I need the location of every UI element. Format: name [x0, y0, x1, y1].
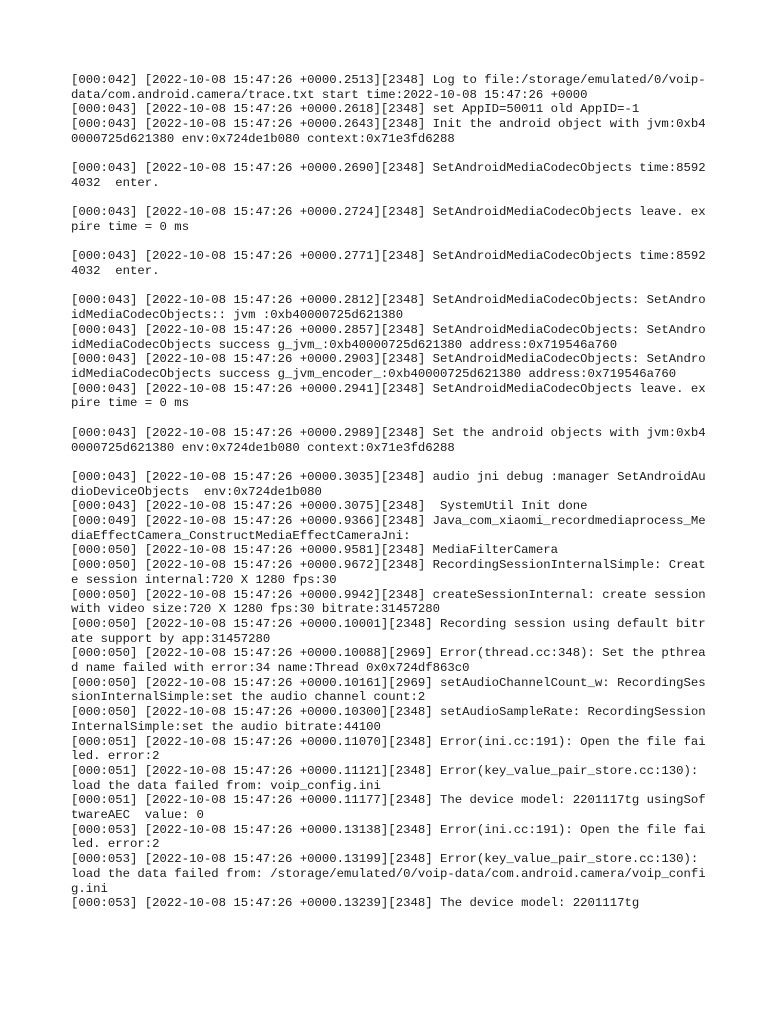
log-entry: [000:051] [2022-10-08 15:47:26 +0000.11121][2348] Error(key_value_pair_store.cc:130): load the data failed from: voip_config.ini	[71, 763, 706, 793]
log-entry: [000:043] [2022-10-08 15:47:26 +0000.2857][2348] SetAndroidMediaCodecObjects: SetAndroidMediaCodecObjects success g_jvm_:0xb40000725d621380 address:0x719546a760	[71, 322, 706, 352]
log-entry: [000:043] [2022-10-08 15:47:26 +0000.2690][2348] SetAndroidMediaCodecObjects time:85924032 enter.	[71, 161, 706, 190]
log-entry: [000:050] [2022-10-08 15:47:26 +0000.10001][2348] Recording session using default bitrate support by app:31457280	[71, 616, 706, 646]
log-document	[71, 73, 714, 911]
log-entry: [000:051] [2022-10-08 15:47:26 +0000.11070][2348] Error(ini.cc:191): Open the file failed. error:2	[71, 734, 706, 764]
log-entry: [000:043] [2022-10-08 15:47:26 +0000.2903][2348] SetAndroidMediaCodecObjects: SetAndroidMediaCodecObjects success g_jvm_encoder_:0xb40000725d621380 address:0x719546a760	[71, 352, 706, 381]
log-entry: [000:051] [2022-10-08 15:47:26 +0000.11177][2348] The device model: 2201117tg usingSoftwareAEC value: 0	[71, 793, 706, 823]
log-entry: [000:043] [2022-10-08 15:47:26 +0000.3075][2348] SystemUtil Init done	[71, 499, 588, 514]
log-entry: [000:053] [2022-10-08 15:47:26 +0000.13239][2348] The device model: 2201117tg	[71, 896, 640, 911]
log-entry: [000:050] [2022-10-08 15:47:26 +0000.9672][2348] RecordingSessionInternalSimple: Create session internal:720 X 1280 fps:30	[71, 558, 706, 587]
log-entry: [000:050] [2022-10-08 15:47:26 +0000.10300][2348] setAudioSampleRate: RecordingSessionInternalSimple:set the audio bitrate:44100	[71, 705, 706, 734]
log-entry: [000:049] [2022-10-08 15:47:26 +0000.9366][2348] Java_com_xiaomi_recordmediaprocess_MediaEffectCamera_ConstructMediaEffectCameraJni:	[71, 514, 706, 543]
log-entry: [000:043] [2022-10-08 15:47:26 +0000.2812][2348] SetAndroidMediaCodecObjects: SetAndroidMediaCodecObjects:: jvm :0xb40000725d621380	[71, 293, 706, 323]
log-entry: [000:050] [2022-10-08 15:47:26 +0000.9942][2348] createSessionInternal: create session with video size:720 X 1280 fps:30 bitrate:31457280	[71, 587, 714, 617]
log-entry: [000:043] [2022-10-08 15:47:26 +0000.2618][2348] set AppID=50011 old AppID=-1	[71, 102, 640, 117]
log-entry: [000:053] [2022-10-08 15:47:26 +0000.13138][2348] Error(ini.cc:191): Open the file failed. error:2	[71, 822, 706, 852]
log-entry: [000:042] [2022-10-08 15:47:26 +0000.2513][2348] Log to file:/storage/emulated/0/voip-data/com.android.camera/trace.txt start time:2022-10-08 15:47:26 +0000	[71, 73, 706, 102]
log-entry: [000:050] [2022-10-08 15:47:26 +0000.10161][2969] setAudioChannelCount_w: RecordingSessionInternalSimple:set the audio channel count:2	[71, 675, 706, 705]
log-entry: [000:050] [2022-10-08 15:47:26 +0000.10088][2969] Error(thread.cc:348): Set the pthread name failed with error:34 name:Thread 0x0x724df863c0	[71, 646, 706, 676]
log-entry: [000:043] [2022-10-08 15:47:26 +0000.2941][2348] SetAndroidMediaCodecObjects leave. expire time = 0 ms	[71, 381, 706, 411]
log-entry: [000:043] [2022-10-08 15:47:26 +0000.2643][2348] Init the android object with jvm:0xb40000725d621380 env:0x724de1b080 context:0x71e3fd6288	[71, 117, 706, 146]
log-entry: [000:050] [2022-10-08 15:47:26 +0000.9581][2348] MediaFilterCamera	[71, 543, 559, 558]
log-entry: [000:043] [2022-10-08 15:47:26 +0000.2771][2348] SetAndroidMediaCodecObjects time:85924032 enter.	[71, 249, 706, 279]
log-entry: [000:053] [2022-10-08 15:47:26 +0000.13199][2348] Error(key_value_pair_store.cc:130): load the data failed from: /storage/emulated/0/voip-data/com.android.camera/voip_config.ini	[71, 852, 706, 896]
log-entry: [000:043] [2022-10-08 15:47:26 +0000.2989][2348] Set the android objects with jvm:0xb40000725d621380 env:0x724de1b080 context:0x71e3fd6288	[71, 425, 706, 455]
log-entry: [000:043] [2022-10-08 15:47:26 +0000.3035][2348] audio jni debug :manager SetAndroidAudioDeviceObjects env:0x724de1b080	[71, 469, 706, 499]
log-entry: [000:043] [2022-10-08 15:47:26 +0000.2724][2348] SetAndroidMediaCodecObjects leave. expire time = 0 ms	[71, 205, 706, 234]
